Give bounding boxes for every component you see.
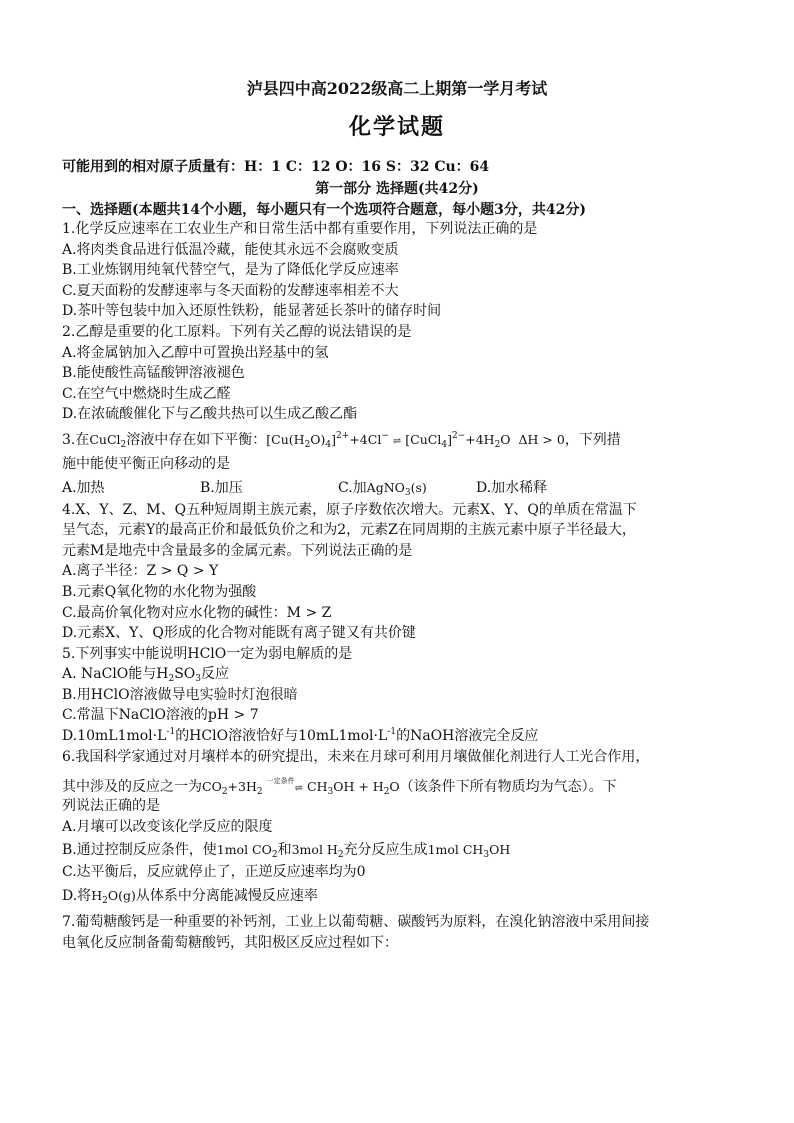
school-title: 泸县四中高2022级高二上期第一学月考试 (246, 79, 548, 98)
q3-stem-line2: 施中能使平衡正向移动的是 (62, 455, 230, 472)
q3-option-c: C.加AgNO$_3$(s) (338, 479, 427, 498)
q4-option-b: B.元素Q氧化物的水化物为强酸 (62, 583, 257, 600)
q4-option-c: C.最高价氧化物对应水化物的碱性：M > Z (62, 604, 332, 621)
q1-option-c: C.夏天面粉的发酵速率与冬天面粉的发酵速率相差不大 (62, 282, 399, 299)
q1-option-b: B.工业炼钢用纯氧代替空气，是为了降低化学反应速率 (62, 262, 399, 279)
q4-option-a: A.离子半径：Z > Q > Y (62, 563, 219, 580)
q5-option-c: C.常温下NaClO溶液的pH > 7 (62, 707, 259, 724)
q1-option-a: A.将肉类食品进行低温冷藏，能使其永远不会腐败变质 (62, 241, 399, 258)
q3-stem: 3.在CuCl$_2$溶液中存在如下平衡：$[Cu(H_2O)_4]^{2+}+4Cl^-$ ⇌ $[CuCl_4]^{2-}+4H_2O$ ΔH > 0，下列措 (62, 425, 742, 454)
methanol-equation: $CO_2+3H_2^{一定条件}\rightleftharpoons$ $CH_3OH + H_2O$ (202, 779, 400, 794)
q1-option-d: D.茶叶等包装中加入还原性铁粉，能显著延长茶叶的储存时间 (62, 303, 442, 320)
q5-option-b: B.用HClO溶液做导电实验时灯泡很暗 (62, 686, 298, 703)
q4-stem-2: 呈气态，元素Y的最高正价和最低负价之和为2，元素Z在同周期的主族元素中原子半径最大， (62, 522, 636, 539)
q5-stem: 5.下列事实中能说明HClO一定为弱电解质的是 (62, 645, 353, 662)
q2-option-a: A.将金属钠加入乙醇中可置换出羟基中的氢 (62, 344, 329, 361)
q7-stem-2: 电氧化反应制备葡萄糖酸钙，其阳极区反应过程如下： (62, 934, 398, 951)
q2-option-d: D.在浓硫酸催化下与乙酸共热可以生成乙酸乙酯 (62, 406, 358, 423)
q6-option-d: D.将$H_2O(g)$从体系中分离能减慢反应速率 (62, 888, 318, 907)
equilibrium-equation: $[Cu(H_2O)_4]^{2+}+4Cl^-$ ⇌ $[CuCl_4]^{2-}+4H_2O$ ΔH > 0 (266, 432, 565, 447)
q3-option-d: D.加水稀释 (476, 479, 548, 496)
q3-option-b: B.加压 (200, 479, 243, 496)
equilibrium-arrow-icon: ⇌ (392, 435, 402, 447)
q7-stem-1: 7.葡萄糖酸钙是一种重要的补钙剂，工业上以葡萄糖、碳酸钙为原料，在溴化钠溶液中采用间接 (62, 914, 650, 931)
subject-title: 化学试题 (348, 114, 445, 140)
part-title: 第一部分 选择题(共42分) (315, 181, 479, 197)
q3-option-a: A.加热 (62, 479, 105, 496)
q5-option-a: A. NaClO能与$H_2SO_3$反应 (62, 666, 230, 685)
condition-arrow-icon: $^{一定条件}$⇌ (266, 777, 303, 795)
q2-option-b: B.能使酸性高锰酸钾溶液褪色 (62, 365, 245, 382)
enthalpy-condition: ΔH > 0 (518, 431, 565, 447)
q6-stem-3: 列说法正确的是 (62, 798, 160, 815)
q3-options (62, 475, 742, 500)
q6-stem-2: 其中涉及的反应之一为$CO_2+3H_2^{一定条件}\rightleftharpoons$ $CH_3OH + H_2O$（该条件下所有物质均为气态）。下 (62, 767, 742, 796)
questions (62, 219, 742, 953)
q4-stem-1: 4.X、Y、Z、M、Q五种短周期主族元素，原子序数依次增大。元素X、Y、Q的单质在常温下 (62, 501, 637, 518)
q6-option-b: B.通过控制反应条件，使1mol $CO_2$和3mol $H_2$充分反应生成1mol $CH_3OH$ (62, 842, 511, 861)
cucl2-formula: CuCl$_2$ (89, 431, 127, 450)
q5-option-d: $D.10mL1mol\cdot L^{-1}$的HClO溶液恰好与$10mL1mol\cdot L^{-1}$的NaOH溶液完全反应 (62, 727, 539, 745)
q2-stem: 2.乙醇是重要的化工原料。下列有关乙醇的说法错误的是 (62, 323, 412, 340)
q6-option-a: A.月壤可以改变该化学反应的限度 (62, 818, 273, 835)
q2-option-c: C.在空气中燃烧时生成乙醛 (62, 385, 231, 402)
q6-option-c: C.达平衡后，反应就停止了，正逆反应速率均为0 (62, 864, 366, 881)
q4-stem-3: 元素M是地壳中含量最多的金属元素。下列说法正确的是 (62, 542, 413, 559)
atomic-masses: 可能用到的相对原子质量有：H：1 C：12 O：16 S：32 Cu：64 (62, 159, 490, 175)
q1-stem: 1.化学反应速率在工农业生产和日常生活中都有重要作用，下列说法正确的是 (62, 221, 538, 237)
q4-option-d: D.元素X、Y、Q形成的化合物对能既有离子键又有共价键 (62, 625, 416, 642)
section-title: 一、选择题(本题共14个小题，每小题只有一个选项符合题意，每小题3分，共42分) (62, 202, 586, 218)
q6-stem-1: 6.我国科学家通过对月壤样本的研究提出，未来在月球可利用月壤做催化剂进行人工光合作用， (62, 748, 650, 765)
